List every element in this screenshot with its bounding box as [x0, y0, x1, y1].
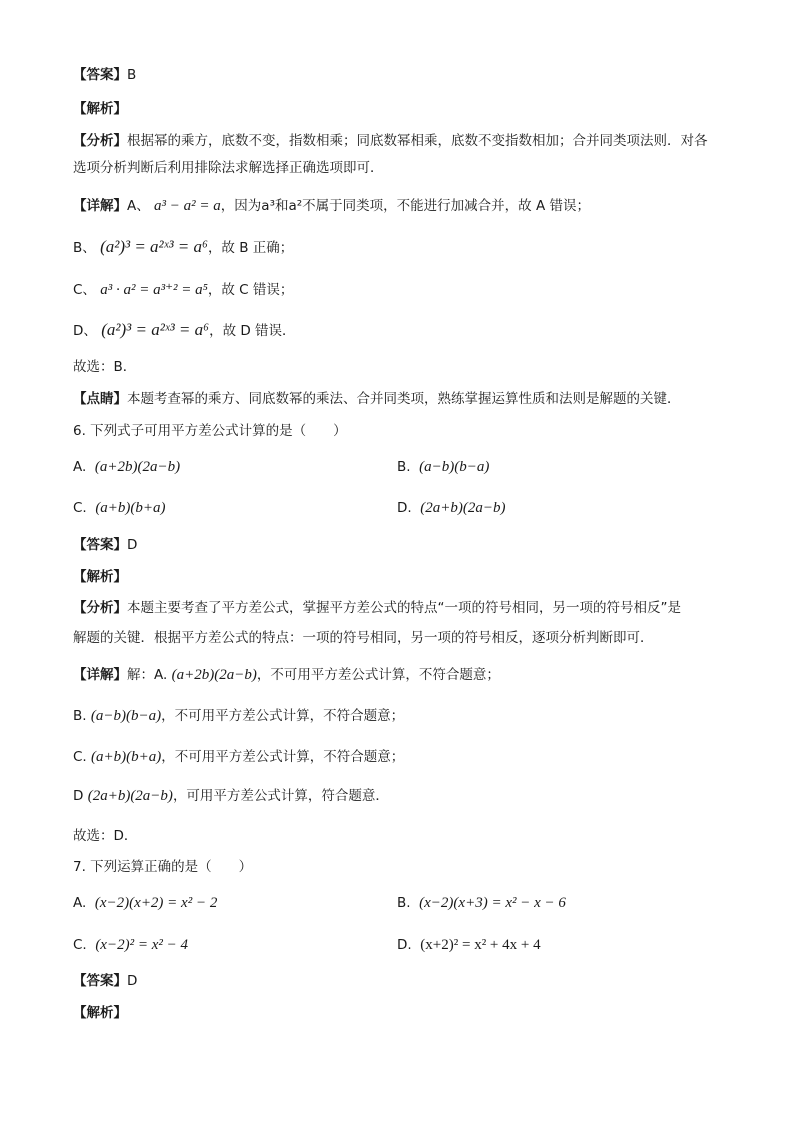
- q5-dianjing: 【点睛】本题考查幂的乘方、同底数幂的乘法、合并同类项，熟练掌握运算性质和法则是解题的关键．: [73, 391, 681, 407]
- q7-stem: 7. 下列运算正确的是（ ）: [73, 859, 253, 875]
- q5-choose: 故选：B．: [73, 359, 137, 375]
- q5-detail-d: D、 (a²)³ = a²ˣ³ = a⁶，故 D 错误．: [73, 320, 296, 339]
- q6-option-d: D. (2a+b)(2a−b): [397, 500, 506, 516]
- q6-choose: 故选：D．: [73, 828, 138, 844]
- q7-option-c: C. (x−2)² = x² − 4: [73, 937, 188, 953]
- q6-fenxi-line2: 解题的关键．根据平方差公式的特点：一项的符号相同，另一项的符号相反，逐项分析判断即可．: [73, 630, 654, 646]
- q6-option-b: B. (a−b)(b−a): [397, 459, 490, 475]
- q5-fenxi-line1: 【分析】根据幂的乘方，底数不变，指数相乘；同底数幂相乘，底数不变指数相加；合并同类项法则．对各: [73, 133, 708, 149]
- q6-stem: 6. 下列式子可用平方差公式计算的是（ ）: [73, 423, 347, 439]
- q7-option-d: D. (x+2)² = x² + 4x + 4: [397, 937, 541, 953]
- q6-fenxi-line1: 【分析】本题主要考查了平方差公式，掌握平方差公式的特点“一项的符号相同，另一项的符号相反”是: [73, 600, 681, 616]
- q7-option-a: A. (x−2)(x+2) = x² − 2: [73, 895, 218, 911]
- q5-answer-line: [73, 65, 136, 85]
- q7-analysis-tag: 【解析】: [73, 1005, 127, 1021]
- math-expr: (a²)³ = a²ˣ³ = a⁶: [100, 237, 208, 256]
- q5-fenxi-line2: 选项分析判断后利用排除法求解选择正确选项即可．: [73, 160, 384, 176]
- math-expr: (a²)³ = a²ˣ³ = a⁶: [101, 320, 210, 339]
- q6-option-a: A. (a+2b)(2a−b): [73, 459, 181, 475]
- q6-detail-d: D (2a+b)(2a−b)，可用平方差公式计算，符合题意．: [73, 788, 389, 804]
- q5-detail-b: B、 (a²)³ = a²ˣ³ = a⁶，故 B 正确；: [73, 237, 294, 256]
- q6-answer-line: 【答案】D: [73, 537, 138, 553]
- q6-detail-a: 【详解】解：A. (a+2b)(2a−b)，不可用平方差公式计算，不符合题意；: [73, 667, 500, 683]
- answer-tag: 【答案】: [73, 67, 127, 83]
- q7-answer-line: 【答案】D: [73, 973, 138, 989]
- q6-option-c: C. (a+b)(b+a): [73, 500, 166, 516]
- q6-detail-b: B. (a−b)(b−a)，不可用平方差公式计算，不符合题意；: [73, 708, 405, 724]
- q7-option-b: B. (x−2)(x+3) = x² − x − 6: [397, 895, 566, 911]
- q5-analysis-tag: 【解析】: [73, 101, 127, 117]
- q5-detail-c: C、 a³ · a² = a³⁺² = a⁵，故 C 错误；: [73, 282, 294, 298]
- q6-detail-c: C. (a+b)(b+a)，不可用平方差公式计算，不符合题意；: [73, 749, 405, 765]
- q5-detail-a: 【详解】A、 a³ − a² = a，因为a³和a²不属于同类项，不能进行加减合并，故 A 错误；: [73, 198, 590, 214]
- q6-analysis-tag: 【解析】: [73, 569, 127, 585]
- answer-value: B: [127, 67, 137, 83]
- math-expr: a³ · a² = a³⁺² = a⁵: [100, 282, 208, 298]
- math-expr: a³ − a² = a: [154, 198, 221, 214]
